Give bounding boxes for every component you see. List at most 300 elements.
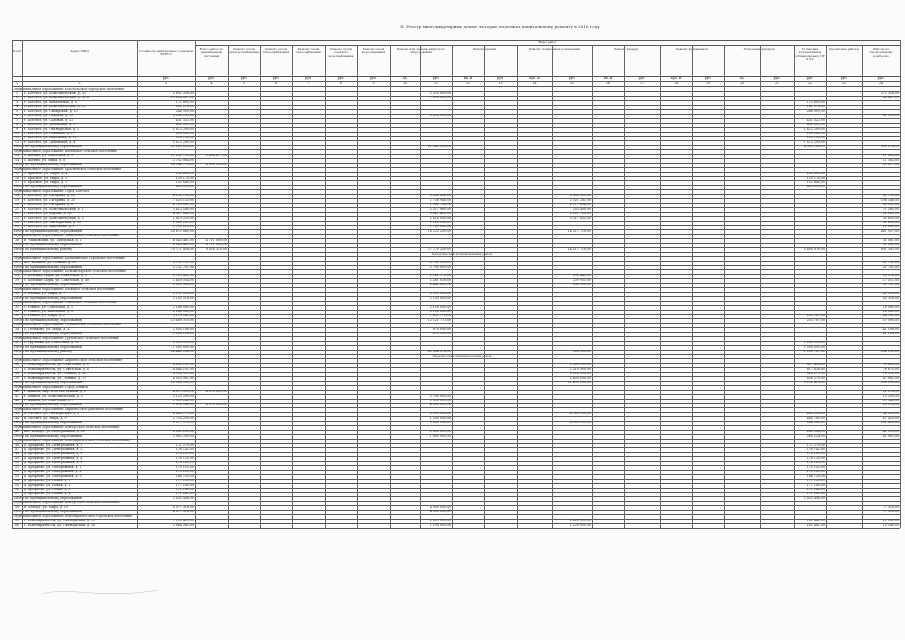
address-cell: г. Боготол, ул. Школьная, д. 1 — [24, 225, 75, 229]
value-cell-facade: 2 220 000,00 — [569, 519, 591, 523]
value-cell-facade: 253 400,00 — [572, 207, 591, 211]
row-number: 45 — [14, 430, 20, 434]
value-cell-total: 4 155 790,00 — [172, 194, 194, 198]
value-cell-design: 176 142,00 — [806, 447, 825, 451]
value-cell-design: 161 378,00 — [806, 105, 825, 109]
column-rule — [826, 45, 827, 528]
column-rule — [357, 45, 358, 528]
value-cell-roof: 2 700 000,00 — [429, 265, 451, 269]
row-number: 57 — [14, 492, 20, 496]
value-cell-design: 5 400 876,00 — [803, 247, 825, 251]
row-number: 32 — [14, 310, 20, 313]
value-cell-total: 172 800,00 — [175, 100, 194, 104]
value-cell-roof: 7 821 773,00 — [429, 314, 451, 318]
value-cell-total: 3 205 985,00 — [172, 283, 194, 287]
address-cell: с. Красное, ул. Мира, д. 5 — [24, 176, 68, 180]
value-cell-inner: 2 424 477,00 — [205, 154, 227, 158]
row-number: 3 — [15, 100, 19, 104]
row-number: 55 — [14, 483, 20, 487]
value-cell-design: 1 253 787,00 — [803, 350, 825, 354]
value-cell-total: 9 170 061,00 — [172, 314, 194, 318]
value-cell-total: 3 123 200,00 — [172, 394, 194, 398]
value-cell-design: 181 441,00 — [806, 523, 825, 527]
value-cell-total: 1 819 320,00 — [172, 216, 194, 220]
municipality-heading: Муниципальное образование Еловское сельское поселение — [14, 287, 116, 291]
value-cell-facade: 2 358 300,00 — [569, 194, 591, 198]
column-header-gas: Ремонт сетей газоснабжения — [296, 48, 321, 55]
value-cell-design: 181 441,00 — [806, 519, 825, 523]
address-cell: д. Арефьево, ул. Центральная, д. 5 — [24, 461, 83, 465]
value-cell-facade: 14 517 718,00 — [567, 247, 591, 251]
address-cell: г. Новобирилюссы, ул. Октябрьская, д. 16 — [24, 523, 96, 527]
subtotal-label: Итого по муниципальному району — [14, 350, 73, 354]
value-cell-facade: 14 517 718,00 — [567, 229, 591, 233]
value-cell-total: 7 525 153,00 — [172, 198, 194, 202]
row-number: 52 — [14, 470, 20, 474]
municipality-heading: Муниципальное образование Тюльковское сельское поселение — [14, 323, 122, 327]
district-section-title: Бирилюсский муниципальный район — [432, 354, 492, 358]
value-cell-total: 2 721 751,00 — [172, 265, 194, 269]
value-cell-design: 260 224,00 — [806, 434, 825, 438]
address-cell: с. Красное, ул. Мира, д. 4 — [24, 172, 68, 176]
row-number: 60 — [14, 523, 20, 527]
value-cell-control: 24 667,00 — [882, 96, 899, 100]
unit-cell: руб. — [704, 77, 712, 80]
value-cell-total: 492 531,00 — [175, 123, 194, 127]
row-number: 27 — [14, 261, 20, 265]
row-number: 41 — [14, 394, 20, 398]
value-cell-control: 63 153,00 — [882, 114, 899, 118]
row-number: 47 — [14, 447, 20, 451]
column-number-cell: 9 — [372, 82, 375, 85]
address-cell: д. Арефьево, ул. Набережная, д. 1 — [24, 465, 82, 469]
column-rule — [484, 45, 485, 528]
row-number: 37 — [14, 367, 20, 371]
value-cell-roof: 4 200 000,00 — [429, 403, 451, 407]
value-cell-facade: 2 650 000,00 — [569, 376, 591, 380]
value-cell-total: 171 270,00 — [175, 443, 194, 447]
unit-cell: кв. м — [463, 77, 473, 80]
value-cell-total: 1 900 248,00 — [172, 399, 194, 402]
municipality-heading: Муниципальное образование Бирилюсское сельское поселение — [14, 358, 123, 362]
municipality-heading: Муниципальное образование Красненское сельское поселение — [14, 167, 122, 171]
subtotal-label: Итого по муниципальному образованию — [14, 403, 83, 407]
work-types-header: Виды работ — [538, 41, 557, 44]
value-cell-design: 171 261,00 — [806, 492, 825, 496]
column-number-cell: 22 — [807, 82, 813, 85]
value-cell-facade: 298 440,00 — [572, 274, 591, 278]
column-rule — [22, 40, 23, 528]
subtotal-label: Итого по муниципальному образованию — [14, 496, 83, 500]
value-cell-control: 12 378,00 — [882, 390, 899, 394]
municipality-heading: Муниципальное образование Новобирилюсское сельское поселение — [14, 439, 131, 443]
column-number-cell: 20 — [739, 82, 745, 85]
address-cell: г. Боготол, ул. Деповская, д. 9 — [24, 123, 76, 127]
value-cell-control: 41 108,00 — [882, 327, 899, 331]
value-cell-total: 13 469 310,00 — [170, 318, 194, 322]
row-number: 40 — [14, 390, 20, 394]
value-cell-total: 4 570 520,00 — [172, 390, 194, 394]
value-cell-control: 31 061,00 — [882, 243, 899, 247]
value-cell-facade: 3 057 720,00 — [569, 212, 591, 216]
value-cell-design: 130 752,00 — [806, 136, 825, 140]
row-rule — [12, 528, 900, 529]
municipality-heading: Муниципальное образование Боготольское городское поселение — [14, 87, 125, 91]
value-cell-total: 1 069 101,00 — [172, 221, 194, 224]
value-cell-control: 15 240,00 — [882, 523, 899, 527]
row-number: 38 — [14, 372, 20, 376]
address-cell: пгт. Балахта, ул. Ленина, д. 15 — [24, 261, 77, 265]
value-cell-design: 260 224,00 — [806, 430, 825, 434]
value-cell-total: 28 672 860,00 — [170, 229, 194, 233]
value-cell-total: 1 416 554,00 — [172, 278, 194, 282]
row-number: 49 — [14, 456, 20, 460]
row-number: 22 — [14, 212, 20, 216]
unit-cell: руб. — [497, 77, 504, 80]
row-number: 42 — [14, 399, 20, 402]
row-number: 48 — [14, 452, 20, 456]
value-cell-design: 420 690,00 — [806, 185, 825, 189]
municipality-heading: Муниципальное образование Большесырское сельское поселение — [14, 269, 127, 273]
subtotal-label: Итого по муниципальному образованию — [14, 145, 83, 149]
value-cell-total: 2 168 080,00 — [172, 310, 194, 313]
municipality-heading: Муниципальное образование Город Ачинск — [14, 385, 89, 389]
value-cell-control: 204 102,00 — [880, 350, 899, 354]
value-cell-total: 2 085 200,00 — [172, 434, 194, 438]
value-cell-roof: 12 121 773,00 — [427, 318, 451, 322]
value-cell-roof: 27 770 259,00 — [427, 247, 451, 251]
row-number: 35 — [14, 341, 20, 345]
value-cell-total: 298 585,00 — [175, 132, 194, 135]
column-number-cell: 12 — [465, 82, 471, 85]
value-cell-roof: 3 200 000,00 — [429, 421, 451, 425]
value-cell-control: 39 787,00 — [882, 283, 899, 287]
column-rule — [552, 45, 553, 528]
column-number-cell: 17 — [639, 82, 645, 85]
register-table — [12, 40, 900, 638]
address-cell: г. Ачинск, ул. Комсомольская, д. 5 — [24, 394, 83, 398]
address-cell: с. Тюльково, ул. Мира, д. 4 — [24, 327, 70, 331]
unit-cell: руб. — [638, 77, 646, 80]
column-rule — [862, 45, 863, 528]
value-cell-design: 178 120,00 — [806, 452, 825, 456]
value-cell-facade: 2 310 000,00 — [569, 367, 591, 371]
value-cell-design: 884 080,00 — [806, 421, 825, 425]
value-cell-total: 2 721 751,00 — [172, 261, 194, 265]
address-cell: г. Боготол, ул. Октябрьская, д. 1 — [24, 127, 80, 131]
row-number: 25 — [14, 225, 20, 229]
municipality-heading: Муниципальное образование Бирилюсское районное поселение — [14, 407, 124, 411]
column-header-roof: Ремонт крыши — [472, 48, 497, 51]
value-cell-roof: 7 000 000,00 — [429, 96, 451, 100]
address-cell: д. Арефьево, ул. Новая, д. 4 — [24, 492, 71, 496]
value-cell-total: 129 170,00 — [175, 176, 194, 180]
address-cell: пос. Кемчуг, ул. Центральная, д. 20 — [24, 430, 85, 434]
value-cell-total: 2 193 316,00 — [172, 292, 194, 296]
address-cell: г. Боготол, ул. Гагарина, д. 25 — [24, 198, 76, 202]
value-cell-control: 41 108,00 — [882, 332, 899, 336]
value-cell-design: 178 120,00 — [806, 461, 825, 465]
row-number: 30 — [14, 292, 20, 296]
column-rule — [692, 45, 693, 528]
value-cell-design: 171 140,00 — [806, 488, 825, 491]
unit-cell: руб. — [806, 77, 814, 80]
subtotal-label: Итого по муниципальному образованию — [14, 434, 83, 438]
value-cell-design: 480 780,00 — [806, 416, 825, 420]
value-cell-design: 178 120,00 — [806, 456, 825, 460]
value-cell-roof: 1 800 000,00 — [429, 434, 451, 438]
value-cell-control: 43 316,00 — [882, 292, 899, 296]
address-cell: д. Арефьево, ул. Центральная, д. 3 — [24, 452, 83, 456]
value-cell-design: 129 170,00 — [806, 176, 825, 180]
column-number-cell: 24 — [878, 82, 884, 85]
value-cell-total: 4 914 329,00 — [172, 372, 194, 376]
row-number: 5 — [15, 109, 19, 113]
value-cell-control: 41 905,00 — [882, 434, 899, 438]
value-cell-total: 172 120,00 — [175, 470, 194, 474]
address-cell: д. Арефьево, ул. Центральная, д. 1 — [24, 443, 83, 447]
column-rule — [760, 45, 761, 528]
value-cell-design: 1 000 000,00 — [803, 345, 825, 349]
value-cell-roof: 16 225 259,00 — [427, 229, 451, 233]
column-number-cell: 3 — [164, 82, 168, 85]
row-number: 21 — [14, 207, 20, 211]
subtotal-label: Итого по муниципальному образованию — [14, 318, 83, 322]
address-cell: г. Боготол, ул. Комсомольская, д. 32 Б — [24, 96, 90, 100]
address-cell: с. Ровное, ул. Школьная, д. 3 — [24, 310, 73, 313]
subtotal-label: Итого по муниципальному образованию — [14, 265, 83, 269]
row-number: 58 — [14, 505, 20, 509]
column-number-cell: 15 — [569, 82, 575, 85]
document-title: II. Реестр многоквартирных домов, которые подлежат капитальному ремонту в 2016 году — [400, 24, 600, 29]
value-cell-design: 4 980 186,00 — [803, 145, 825, 149]
unit-cell: руб. — [272, 77, 280, 80]
row-number: 13 — [14, 154, 20, 158]
value-cell-total: 20 149 624,00 — [170, 145, 194, 149]
value-cell-control: 39 217,00 — [882, 163, 899, 167]
municipality-heading: Муниципальное образование Новобирилюсское городское поселение — [14, 514, 133, 518]
subtotal-label: Итого по муниципальному образованию — [14, 332, 83, 336]
column-number-cell: 19 — [705, 82, 711, 85]
column-rule — [660, 45, 661, 528]
address-cell: г. Боготол, ул. Гагарина, д. 20 — [24, 194, 76, 198]
value-cell-control: 77 316,00 — [882, 505, 899, 509]
value-cell-roof: 1 700 055,00 — [429, 225, 451, 229]
value-cell-control: 35 650,00 — [882, 216, 899, 220]
column-rule — [195, 40, 196, 528]
address-cell: д. Арефьево, ул. Центральная, д. 4 — [24, 456, 83, 460]
value-cell-facade: 538 395,00 — [572, 283, 591, 287]
value-cell-control: 24 901,00 — [882, 314, 899, 318]
value-cell-control: 891 393,00 — [880, 247, 899, 251]
row-number: 18 — [14, 194, 20, 198]
column-header-facade: Ремонт фасада — [614, 48, 638, 51]
value-cell-roof: 2 150 000,00 — [429, 296, 451, 300]
column-number-cell: 13 — [498, 82, 503, 85]
value-cell-total: 171 120,00 — [175, 479, 194, 483]
column-rule — [724, 45, 725, 528]
value-cell-roof: 2 700 000,00 — [429, 394, 451, 398]
address-cell: г. Боготол, ул. Деповская, д. 8 — [24, 140, 76, 144]
value-cell-design: 817 426,00 — [806, 367, 825, 371]
value-cell-total: 138 880,00 — [175, 172, 194, 176]
address-cell: д. Арефьево, ул. Новая, д. 2 — [24, 483, 71, 487]
column-header-heating: Утепление фасадов — [743, 48, 775, 51]
column-header-foundation: Ремонт фундамента — [676, 48, 708, 51]
value-cell-total: 2 024 108,00 — [172, 332, 194, 336]
row-number: 12 — [14, 140, 20, 144]
value-cell-total: 2 733 200,00 — [172, 416, 194, 420]
unit-cell: руб. — [840, 77, 848, 80]
unit-cell: руб. — [208, 77, 215, 80]
subtotal-label: Итого по муниципальному образованию — [14, 345, 83, 349]
value-cell-roof: 1 726 946,00 — [429, 198, 451, 202]
value-cell-design: 175 152,00 — [806, 465, 825, 469]
value-cell-control: 21 160,00 — [882, 519, 899, 523]
municipality-heading: Муниципальное образование Вагинское сельское поселение — [14, 149, 118, 153]
value-cell-total: 24 443 206,00 — [170, 350, 194, 354]
row-number: 24 — [14, 221, 20, 224]
unit-cell: руб. — [240, 77, 248, 80]
value-cell-roof: 2 416 000,00 — [429, 216, 451, 220]
value-cell-control: 27 835,00 — [882, 154, 899, 158]
value-cell-control: 18 080,00 — [882, 310, 899, 313]
scan-artifact — [40, 582, 160, 602]
value-cell-total: 152 640,00 — [175, 180, 194, 184]
value-cell-total: 1 000 000,00 — [172, 345, 194, 349]
address-cell: п. Рассвет, ул. Октябрьская, д. 3 — [24, 412, 79, 416]
value-cell-total: 16 368 950,00 — [170, 381, 194, 385]
subtotal-label: Итого по муниципальному образованию — [14, 229, 83, 233]
address-cell: г. Боготол, ул. Комсомольская, д. 1 — [24, 207, 84, 211]
column-header-lift: Ремонт или замена лифтового оборудования — [396, 48, 446, 55]
row-number: 23 — [14, 216, 20, 220]
value-cell-total: 11 232 709,00 — [170, 154, 194, 158]
value-cell-total: 161 378,00 — [175, 105, 194, 109]
value-cell-roof: 1 500 000,00 — [429, 399, 451, 402]
address-cell: г. Боготол, ул. Садовая, д. 22 — [24, 118, 74, 122]
row-number: 6 — [15, 114, 19, 118]
value-cell-total: 431 322,00 — [175, 118, 194, 122]
column-number-cell: 8 — [339, 82, 343, 85]
value-cell-design: 298 585,00 — [806, 132, 825, 135]
column-number-cell: 10 — [402, 82, 408, 85]
value-cell-facade: 239 955,00 — [572, 278, 591, 282]
value-cell-total: 7 133 400,00 — [172, 519, 194, 523]
column-header-basement: Ремонт подвальных помещений — [529, 48, 580, 51]
value-cell-total: 9 377 972,00 — [172, 421, 194, 425]
column-header-hot_water: Ремонт сетей горячего водоснабжения — [328, 48, 354, 58]
row-number: 26 — [14, 238, 20, 242]
row-number: 28 — [14, 274, 20, 278]
subtotal-label: Итого по муниципальному образованию — [14, 283, 83, 287]
value-cell-control: 41 905,00 — [882, 430, 899, 434]
row-number: 50 — [14, 461, 20, 465]
value-cell-facade: 4 900 000,00 — [569, 412, 591, 416]
value-cell-control: 56 181,00 — [882, 212, 899, 216]
value-cell-control: 21 751,00 — [882, 265, 899, 269]
value-cell-design: 3 291 410,00 — [803, 381, 825, 385]
unit-cell: руб. — [568, 77, 576, 80]
row-number: 56 — [14, 488, 20, 491]
column-header-inner_all: Всего работ по инженерным системам — [199, 48, 224, 58]
value-cell-total: 2 844 265,00 — [172, 523, 194, 527]
value-cell-facade: 4 900 000,00 — [569, 421, 591, 425]
column-rule — [390, 45, 391, 528]
value-cell-control: 67 420,00 — [882, 416, 899, 420]
value-cell-control: 65 790,00 — [882, 194, 899, 198]
value-cell-total: 4 077 316,00 — [172, 510, 194, 514]
value-cell-inner: 4 303 130,00 — [205, 163, 227, 167]
value-cell-roof: 1 100 000,00 — [429, 523, 451, 527]
column-rule — [325, 45, 326, 528]
column-number-cell: 11 — [433, 82, 439, 85]
value-cell-inner: 4 570 520,00 — [205, 403, 227, 407]
column-number-cell: 2 — [78, 82, 81, 85]
value-cell-design: 164 720,00 — [806, 474, 825, 478]
column-header-total: Стоимость капитального ремонта ВСЕГО — [139, 50, 193, 57]
value-cell-facade: 2 177 664,00 — [569, 203, 591, 207]
column-rule — [292, 45, 293, 528]
row-number: 51 — [14, 465, 20, 469]
value-cell-roof: 22 084 576,00 — [427, 350, 451, 354]
column-header-num: № п/п — [12, 50, 22, 53]
value-cell-total: 2 193 316,00 — [172, 296, 194, 300]
value-cell-inner: 4 711 080,00 — [205, 243, 227, 247]
address-cell: п. Рассвет, ул. Мира, д. 9 — [24, 416, 67, 420]
value-cell-total: 2 168 080,00 — [172, 305, 194, 309]
value-cell-total: 164 720,00 — [175, 474, 194, 478]
unit-cell: руб. — [337, 77, 345, 80]
value-cell-roof: 4 000 000,00 — [429, 505, 451, 509]
value-cell-total: 3 752 064,00 — [172, 158, 194, 162]
row-number: 4 — [15, 105, 19, 109]
value-cell-total: 14 984 773,00 — [170, 163, 194, 167]
value-cell-roof: 2 150 000,00 — [429, 310, 451, 313]
value-cell-total: 3 412 540,00 — [172, 207, 194, 211]
unit-cell: кв. м — [603, 77, 613, 80]
value-cell-total: 130 752,00 — [175, 136, 194, 140]
column-number-cell: 23 — [841, 82, 847, 85]
value-cell-total: 4 780 661,00 — [172, 203, 194, 207]
value-cell-control: 17 511,00 — [882, 278, 899, 282]
value-cell-roof: 1 281 028,00 — [429, 278, 451, 282]
district-section-title: Балахтинский муниципальный район — [432, 251, 492, 256]
value-cell-design: 828 279,00 — [806, 372, 825, 376]
address-cell: г. Боготол, ул. Сибирская, д. 13 — [24, 109, 78, 113]
value-cell-total: 10 814 667,00 — [170, 96, 194, 100]
value-cell-roof: 2 150 000,00 — [429, 292, 451, 296]
value-cell-total: 420 690,00 — [175, 185, 194, 189]
value-cell-control: 296 392,00 — [880, 381, 899, 385]
municipality-heading: Муниципальное образование Кемчугское сельское поселение — [14, 501, 120, 505]
row-number: 7 — [15, 118, 19, 122]
value-cell-control: 43 316,00 — [882, 296, 899, 300]
value-cell-total: 3 288 153,00 — [172, 114, 194, 118]
value-cell-roof: 2 217 960,00 — [429, 207, 451, 211]
column-rule — [260, 45, 261, 528]
value-cell-total: 171 261,00 — [175, 492, 194, 496]
value-cell-total: 171 140,00 — [175, 488, 194, 491]
address-cell: с. Новобирилюссы, ул. Советская, д. 2 — [24, 363, 89, 367]
value-cell-design: 248 900,00 — [806, 109, 825, 113]
address-cell: с. Вагино, ул. Советская, д. 3 — [24, 154, 74, 158]
address-cell: с. Ровное, ул. Мира, д. 2 — [24, 314, 65, 318]
address-cell: г. Боготол, ул. Кирова, д. 56 — [24, 212, 72, 216]
value-cell-total: 6 643 772,00 — [172, 412, 194, 416]
row-number: 34 — [14, 327, 20, 331]
value-cell-facade: 1 220 000,00 — [569, 523, 591, 527]
